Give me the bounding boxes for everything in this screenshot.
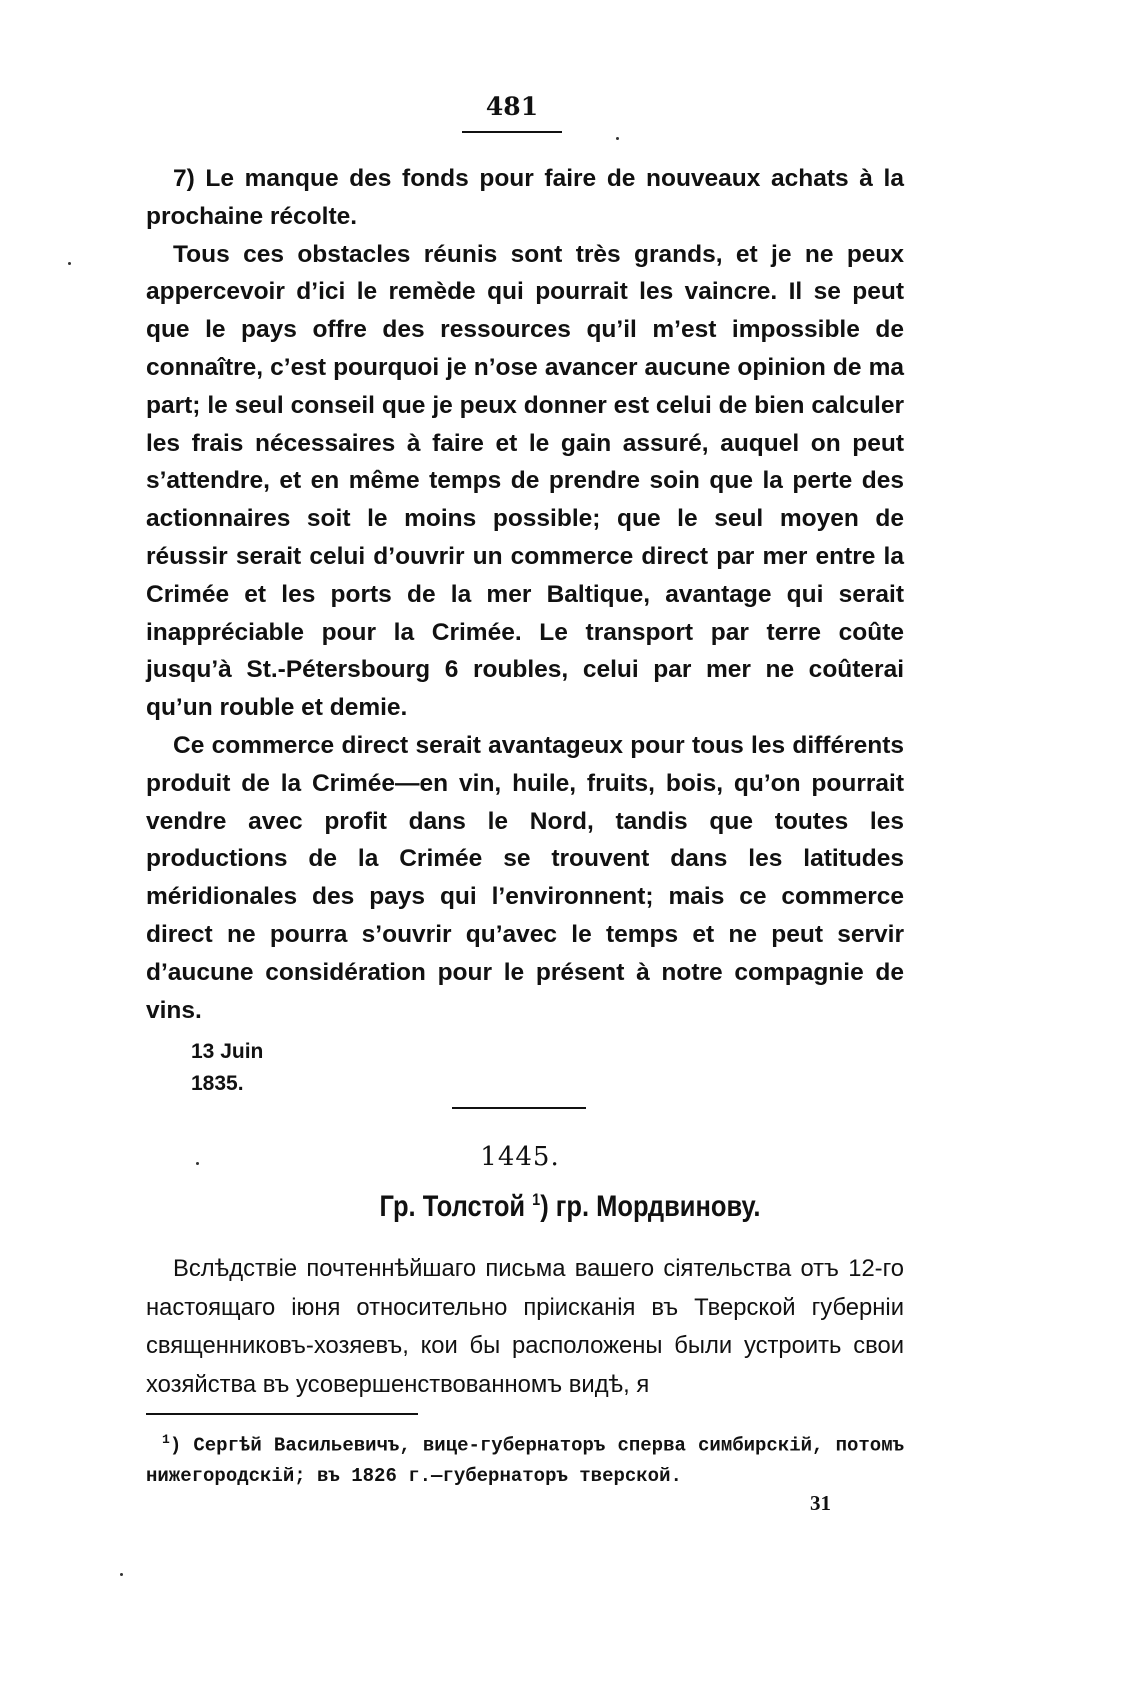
letter-date-year: 1835. (191, 1072, 244, 1095)
paragraph-item-7: 7) Le manque des fonds pour faire de nouveaux achats à la prochaine récolte. (146, 165, 904, 230)
title-footnote-ref: 1 (532, 1190, 541, 1209)
title-suffix: ) гр. Мордвинову. (540, 1190, 761, 1223)
russian-paragraph: Вслѣдствіе почтеннѣйшаго письма вашего сіятельства отъ 12-го настоящаго іюня относительно пріисканія въ Тверской губерніи священниковъ-хозяевъ, кои бы расположены были устроить свои хозяйства въ усовершенствованномъ видѣ, я (146, 1255, 904, 1398)
paper-speck (120, 1573, 123, 1576)
document-title (256, 1190, 885, 1224)
title-main: Гр. Толстой (379, 1190, 526, 1223)
paper-speck (196, 1162, 199, 1165)
page-number: 481 (485, 92, 539, 121)
footnote-text: ) Сергѣй Васильевичъ, вице-губернаторъ сперва симбирскій, потомъ нижегородскій; въ 1826 г.—губернаторъ тверской. (146, 1434, 904, 1488)
paragraph-obstacles: Tous ces obstacles réunis sont très grands, et je ne peux appercevoir d’ici le remède qui pourrait les vaincre. Il se peut que le pays offre des ressources qu’il m’est impossible de connaître, c’est pourquoi je n’ose avancer aucune opinion de ma part; le seul conseil que je peux donner est celui de bien calculer les frais nécessaires à faire et le gain assuré, auquel on peut s’attendre, et en même temps de prendre soin que la perte des actionnaires soit le moins possible; que le seul moyen de réussir serait celui d’ouvrir un commerce direct par mer entre la Crimée et les ports de la mer Baltique, avantage qui serait inappréciable pour la Crimée. Le transport par terre coûte jusqu’à St.-Pétersbourg 6 roubles, celui par mer ne coûterai qu’un rouble et demie. (146, 240, 904, 722)
section-separator (452, 1107, 586, 1109)
letter-date-day: 13 Juin (191, 1040, 264, 1063)
footnote-rule (146, 1413, 418, 1415)
paper-speck (68, 262, 71, 265)
french-letter-body (146, 160, 904, 1029)
sheet-signature-number: 31 (810, 1491, 831, 1515)
header-rule (462, 131, 562, 133)
paper-speck (616, 137, 619, 140)
paragraph-direct-commerce: Ce commerce direct serait avantageux pour tous les différents produit de la Crimée—en vin, huile, fruits, bois, qu’on pourrait vendre avec profit dans le Nord, tandis que toutes les productions de la Crimée se trouvent dans les latitudes méridionales des pays qui l’environnent; mais ce commerce direct ne pourra s’ouvrir qu’avec le temps et ne peut servir d’aucune considération pour le présent à notre compagnie de vins. (146, 731, 904, 1024)
footnote-ref: 1 (162, 1432, 170, 1447)
russian-letter-body (146, 1250, 904, 1404)
footnote (146, 1424, 904, 1492)
document-number: 1445. (480, 1142, 560, 1172)
